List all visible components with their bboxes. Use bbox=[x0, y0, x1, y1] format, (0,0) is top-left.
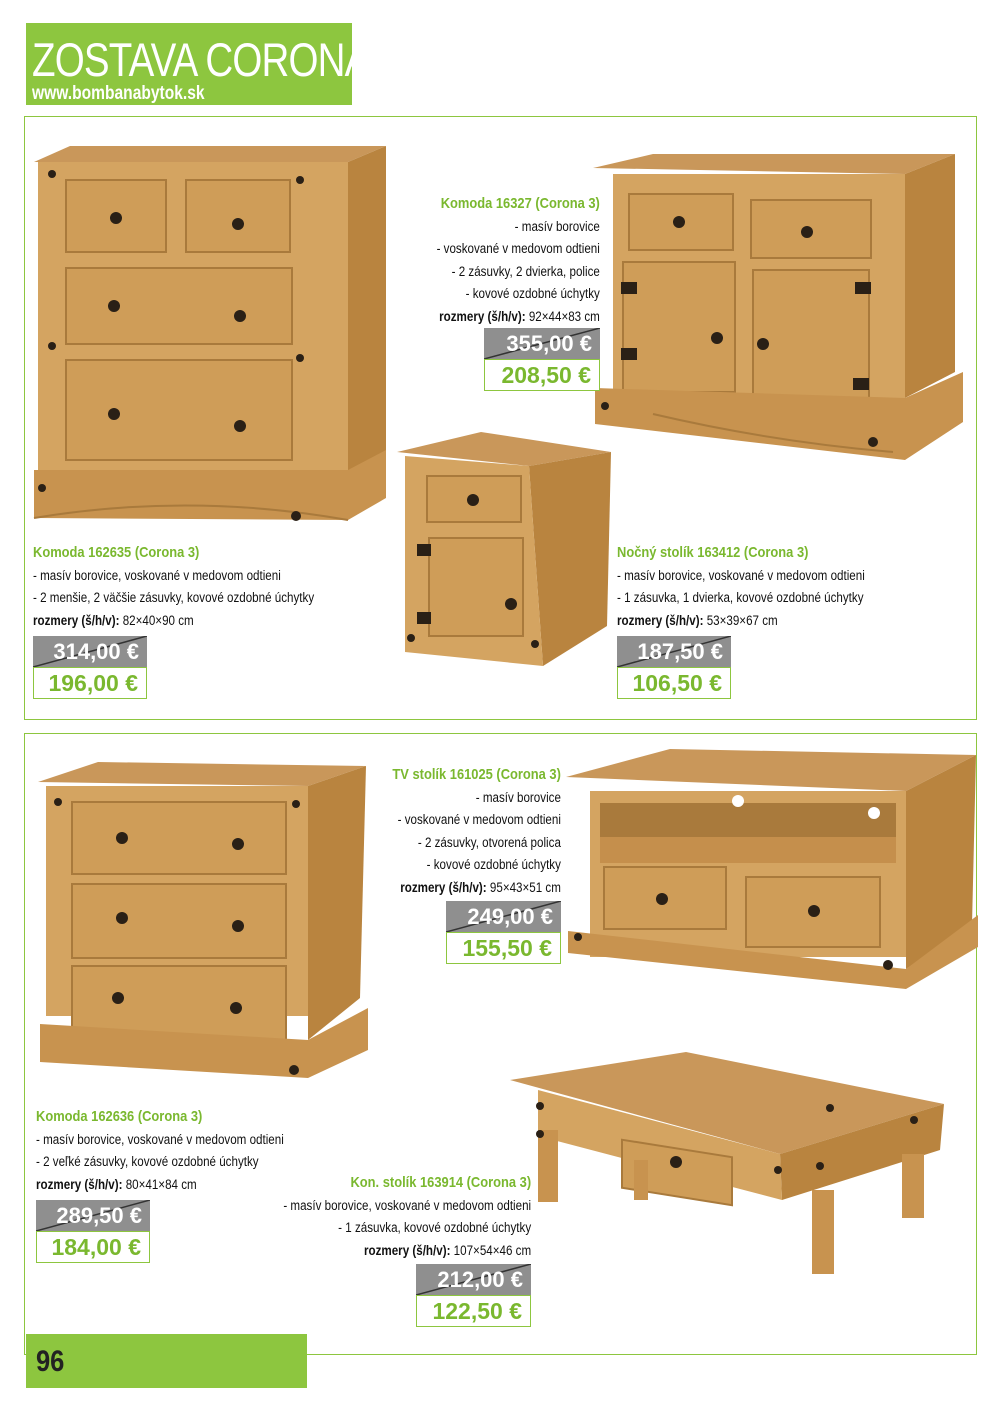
spec-line: - masív borovice bbox=[514, 218, 600, 234]
new-price: 122,50 € bbox=[416, 1295, 531, 1327]
product-name: TV stolík 161025 (Corona 3) bbox=[392, 766, 561, 783]
product-name: Komoda 162636 (Corona 3) bbox=[36, 1108, 203, 1125]
dims-label: rozmery (š/h/v): bbox=[33, 612, 120, 628]
product-komoda-162636-desc bbox=[36, 1106, 284, 1196]
spec-line: - 1 zásuvka, 1 dvierka, kovové ozdobné úchytky bbox=[617, 590, 864, 605]
spec-line: - 2 zásuvky, 2 dvierka, police bbox=[451, 263, 600, 279]
dims-value: 53×39×67 cm bbox=[706, 612, 778, 628]
dims-value: 82×40×90 cm bbox=[122, 612, 194, 628]
nightstand-image bbox=[397, 430, 613, 672]
product-komoda-162635-desc bbox=[33, 542, 314, 632]
dims-line bbox=[36, 1174, 284, 1197]
new-price: 155,50 € bbox=[446, 932, 561, 964]
old-price: 289,50 € bbox=[56, 1203, 142, 1228]
new-price: 208,50 € bbox=[484, 359, 600, 391]
sideboard-image bbox=[593, 152, 963, 470]
dims-line bbox=[437, 306, 600, 329]
spec-line: - voskované v medovom odtieni bbox=[436, 241, 600, 256]
old-price-badge bbox=[33, 636, 147, 667]
product-kon-stolik-163914-desc bbox=[283, 1172, 531, 1262]
spec-line: - kovové ozdobné úchytky bbox=[465, 286, 600, 301]
old-price: 187,50 € bbox=[637, 639, 723, 664]
dims-label: rozmery (š/h/v): bbox=[363, 1242, 451, 1258]
old-price-badge bbox=[36, 1200, 150, 1231]
page-number: 96 bbox=[36, 1345, 65, 1378]
dims-value: 80×41×84 cm bbox=[125, 1176, 197, 1192]
spec-line: - 2 zásuvky, otvorená polica bbox=[417, 834, 561, 850]
new-price: 184,00 € bbox=[36, 1231, 150, 1263]
product-tv-stolik-161025-desc bbox=[393, 764, 561, 899]
dims-line bbox=[393, 877, 561, 900]
dims-label: rozmery (š/h/v): bbox=[617, 612, 704, 628]
old-price: 355,00 € bbox=[506, 331, 592, 356]
page-title: ZOSTAVA CORONA bbox=[32, 33, 370, 86]
new-price: 196,00 € bbox=[33, 667, 147, 699]
new-price: 106,50 € bbox=[617, 667, 731, 699]
dims-line bbox=[33, 610, 314, 633]
product-komoda-16327-desc bbox=[437, 193, 600, 328]
spec-line: - masív borovice, voskované v medovom odtieni bbox=[36, 1131, 284, 1147]
spec-line: - 1 zásuvka, kovové ozdobné úchytky bbox=[338, 1220, 531, 1235]
tv-stand-image bbox=[566, 747, 978, 993]
spec-line: - masív borovice, voskované v medovom odtieni bbox=[617, 567, 865, 583]
product-name: Nočný stolík 163412 (Corona 3) bbox=[617, 544, 809, 561]
spec-line: - kovové ozdobné úchytky bbox=[426, 857, 561, 872]
footer-bar bbox=[26, 1334, 307, 1388]
old-price-badge bbox=[416, 1264, 531, 1295]
dims-value: 95×43×51 cm bbox=[489, 879, 561, 895]
spec-line: - 2 menšie, 2 väčšie zásuvky, kovové ozdobné úchytky bbox=[33, 590, 315, 605]
old-price: 314,00 € bbox=[53, 639, 139, 664]
product-nocny-stolik-163412-desc bbox=[617, 542, 865, 632]
dims-line bbox=[617, 610, 865, 633]
dims-label: rozmery (š/h/v): bbox=[36, 1176, 123, 1192]
chest-3-drawers-image bbox=[38, 758, 368, 1080]
dims-value: 107×54×46 cm bbox=[453, 1242, 531, 1258]
dims-line bbox=[283, 1240, 531, 1263]
coffee-table-image bbox=[510, 1050, 946, 1280]
product-name: Komoda 16327 (Corona 3) bbox=[440, 195, 600, 212]
dims-label: rozmery (š/h/v): bbox=[400, 879, 487, 895]
old-price-badge bbox=[446, 901, 561, 932]
old-price-badge bbox=[484, 328, 600, 359]
product-name: Kon. stolík 163914 (Corona 3) bbox=[350, 1174, 531, 1191]
dims-value: 92×44×83 cm bbox=[528, 308, 600, 324]
old-price: 212,00 € bbox=[437, 1267, 523, 1292]
website-url[interactable]: www.bombanabytok.sk bbox=[32, 83, 205, 104]
product-name: Komoda 162635 (Corona 3) bbox=[33, 544, 200, 561]
spec-line: - voskované v medovom odtieni bbox=[397, 812, 561, 827]
spec-line: - masív borovice, voskované v medovom odtieni bbox=[283, 1197, 531, 1213]
old-price: 249,00 € bbox=[467, 904, 553, 929]
spec-line: - masív borovice bbox=[475, 789, 561, 805]
chest-4-drawers-image bbox=[30, 140, 388, 535]
spec-line: - masív borovice, voskované v medovom odtieni bbox=[33, 567, 281, 583]
spec-line: - 2 veľké zásuvky, kovové ozdobné úchytky bbox=[36, 1154, 259, 1169]
old-price-badge bbox=[617, 636, 731, 667]
dims-label: rozmery (š/h/v): bbox=[439, 308, 526, 324]
